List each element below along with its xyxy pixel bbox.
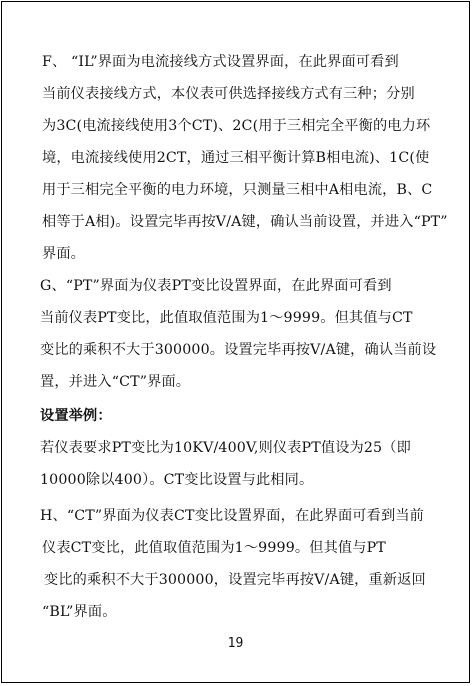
text-line-f-6: 相等于A相)。设置完毕再按V/A键，确认当前设置，并进入“PT”: [42, 214, 448, 230]
text-line-h-4: “BL”界面。: [42, 604, 117, 620]
text-line-g-2: 当前仪表PT变比，此值取值范围为1～9999。但其值与CT: [40, 310, 413, 326]
page-number: 19: [227, 636, 244, 651]
text-line-h-3: 变比的乘积不大于300000，设置完毕再按V/A键，重新返回: [44, 572, 426, 588]
text-line-f-7: 界面。: [42, 246, 86, 262]
text-line-f-2: 当前仪表接线方式，本仪表可供选择接线方式有三种；分别: [42, 86, 415, 102]
text-line-f-4: 境，电流接线使用2CT，通过三相平衡计算B相电流)、1C(使: [42, 150, 430, 166]
text-line-g-1: G、“PT”界面为仪表PT变比设置界面，在此界面可看到: [40, 278, 392, 294]
text-line-f-3: 为3C(电流接线使用3个CT)、2C(用于三相完全平衡的电力环: [42, 118, 431, 134]
text-line-example-2: 10000除以400）。CT变比设置与此相同。: [40, 472, 314, 488]
text-line-example-1: 若仪表要求PT变比为10KV/400V,则仪表PT值设为25（即: [40, 440, 411, 456]
text-line-f-5: 用于三相完全平衡的电力环境，只测量三相中A相电流，B、C: [42, 182, 433, 198]
example-heading: 设置举例：: [40, 408, 112, 424]
text-line-h-2: 仪表CT变比，此值取值范围为1～9999。但其值与PT: [42, 540, 386, 556]
text-line-g-4: 置，并进入“CT”界面。: [40, 374, 191, 390]
text-line-g-3: 变比的乘积不大于300000。设置完毕再按V/A键，确认当前设: [40, 342, 437, 358]
text-line-h-1: H、“CT”界面为仪表CT变比设置界面，在此界面可看到当前: [40, 508, 424, 524]
text-line-f-1: F、 “IL”界面为电流接线方式设置界面，在此界面可看到: [42, 54, 399, 70]
document-page: [1, 1, 470, 683]
